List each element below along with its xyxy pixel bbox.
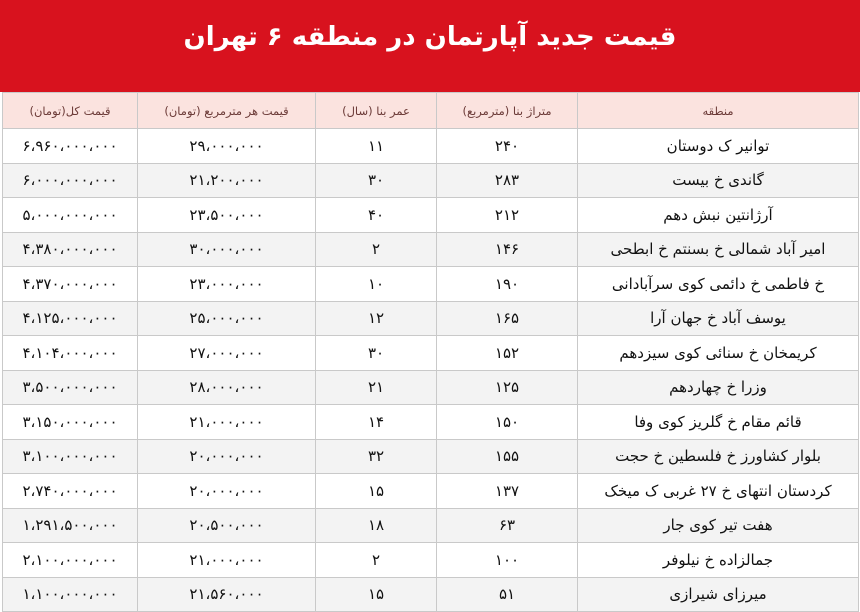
cell-total-price: ۶،۹۶۰،۰۰۰،۰۰۰ <box>3 129 138 164</box>
cell-total-price: ۴،۳۸۰،۰۰۰،۰۰۰ <box>3 232 138 267</box>
page-title: قیمت جدید آپارتمان در منطقه ۶ تهران <box>183 22 677 52</box>
table-row <box>3 267 859 302</box>
table-row <box>3 129 859 164</box>
cell-region: هفت تیر کوی جار <box>578 508 859 543</box>
cell-age: ۱۰ <box>316 267 437 302</box>
cell-area: ۲۴۰ <box>437 129 578 164</box>
cell-region: کردستان انتهای خ ۲۷ غربی ک میخک <box>578 474 859 509</box>
cell-area: ۱۲۵ <box>437 370 578 405</box>
cell-price-per-meter: ۲۷،۰۰۰،۰۰۰ <box>138 336 316 371</box>
table-row <box>3 163 859 198</box>
cell-price-per-meter: ۳۰،۰۰۰،۰۰۰ <box>138 232 316 267</box>
cell-total-price: ۴،۱۲۵،۰۰۰،۰۰۰ <box>3 301 138 336</box>
table-row <box>3 198 859 233</box>
cell-price-per-meter: ۲۳،۵۰۰،۰۰۰ <box>138 198 316 233</box>
cell-region: خ فاطمی خ دائمی کوی سرآبادانی <box>578 267 859 302</box>
cell-age: ۱۱ <box>316 129 437 164</box>
cell-price-per-meter: ۲۳،۰۰۰،۰۰۰ <box>138 267 316 302</box>
cell-area: ۵۱ <box>437 577 578 612</box>
table-row <box>3 508 859 543</box>
header-price-per-meter: قیمت هر مترمربع (تومان) <box>138 93 316 129</box>
table-row <box>3 543 859 578</box>
cell-total-price: ۵،۰۰۰،۰۰۰،۰۰۰ <box>3 198 138 233</box>
cell-price-per-meter: ۲۰،۰۰۰،۰۰۰ <box>138 474 316 509</box>
cell-age: ۴۰ <box>316 198 437 233</box>
cell-age: ۱۵ <box>316 577 437 612</box>
cell-total-price: ۲،۱۰۰،۰۰۰،۰۰۰ <box>3 543 138 578</box>
cell-total-price: ۱،۲۹۱،۵۰۰،۰۰۰ <box>3 508 138 543</box>
cell-area: ۲۱۲ <box>437 198 578 233</box>
title-bar <box>0 0 860 92</box>
cell-price-per-meter: ۲۰،۵۰۰،۰۰۰ <box>138 508 316 543</box>
cell-region: یوسف آباد خ جهان آرا <box>578 301 859 336</box>
header-age: عمر بنا (سال) <box>316 93 437 129</box>
table-row <box>3 405 859 440</box>
cell-region: کریمخان خ سنائی کوی سیزدهم <box>578 336 859 371</box>
cell-total-price: ۴،۱۰۴،۰۰۰،۰۰۰ <box>3 336 138 371</box>
cell-age: ۲۱ <box>316 370 437 405</box>
cell-area: ۱۳۷ <box>437 474 578 509</box>
cell-age: ۳۲ <box>316 439 437 474</box>
cell-area: ۱۵۵ <box>437 439 578 474</box>
cell-total-price: ۶،۰۰۰،۰۰۰،۰۰۰ <box>3 163 138 198</box>
cell-area: ۲۸۳ <box>437 163 578 198</box>
table-row <box>3 474 859 509</box>
cell-region: بلوار کشاورز خ فلسطین خ حجت <box>578 439 859 474</box>
cell-price-per-meter: ۲۰،۰۰۰،۰۰۰ <box>138 439 316 474</box>
cell-area: ۱۹۰ <box>437 267 578 302</box>
table-row <box>3 439 859 474</box>
cell-price-per-meter: ۲۱،۵۶۰،۰۰۰ <box>138 577 316 612</box>
header-total-price: قیمت کل(تومان) <box>3 93 138 129</box>
cell-price-per-meter: ۲۹،۰۰۰،۰۰۰ <box>138 129 316 164</box>
cell-total-price: ۲،۷۴۰،۰۰۰،۰۰۰ <box>3 474 138 509</box>
cell-area: ۱۶۵ <box>437 301 578 336</box>
cell-area: ۱۴۶ <box>437 232 578 267</box>
table-row <box>3 301 859 336</box>
cell-price-per-meter: ۲۵،۰۰۰،۰۰۰ <box>138 301 316 336</box>
table-row <box>3 370 859 405</box>
cell-age: ۳۰ <box>316 163 437 198</box>
cell-age: ۲ <box>316 543 437 578</box>
cell-total-price: ۴،۳۷۰،۰۰۰،۰۰۰ <box>3 267 138 302</box>
table-row <box>3 232 859 267</box>
cell-age: ۱۵ <box>316 474 437 509</box>
cell-region: گاندی خ بیست <box>578 163 859 198</box>
table-row <box>3 336 859 371</box>
cell-region: میرزای شیرازی <box>578 577 859 612</box>
cell-age: ۲ <box>316 232 437 267</box>
cell-total-price: ۳،۵۰۰،۰۰۰،۰۰۰ <box>3 370 138 405</box>
cell-price-per-meter: ۲۱،۰۰۰،۰۰۰ <box>138 543 316 578</box>
table-row <box>3 577 859 612</box>
cell-age: ۱۸ <box>316 508 437 543</box>
cell-price-per-meter: ۲۱،۲۰۰،۰۰۰ <box>138 163 316 198</box>
cell-region: توانیر ک دوستان <box>578 129 859 164</box>
cell-total-price: ۳،۱۰۰،۰۰۰،۰۰۰ <box>3 439 138 474</box>
cell-area: ۱۵۲ <box>437 336 578 371</box>
cell-region: قائم مقام خ گلریز کوی وفا <box>578 405 859 440</box>
cell-price-per-meter: ۲۱،۰۰۰،۰۰۰ <box>138 405 316 440</box>
cell-total-price: ۱،۱۰۰،۰۰۰،۰۰۰ <box>3 577 138 612</box>
cell-area: ۱۵۰ <box>437 405 578 440</box>
cell-area: ۱۰۰ <box>437 543 578 578</box>
header-region: منطقه <box>578 93 859 129</box>
header-area: متراژ بنا (مترمربع) <box>437 93 578 129</box>
cell-total-price: ۳،۱۵۰،۰۰۰،۰۰۰ <box>3 405 138 440</box>
price-table <box>2 92 859 612</box>
cell-price-per-meter: ۲۸،۰۰۰،۰۰۰ <box>138 370 316 405</box>
cell-region: آرژانتین نبش دهم <box>578 198 859 233</box>
cell-region: وزرا خ چهاردهم <box>578 370 859 405</box>
cell-region: جمالزاده خ نیلوفر <box>578 543 859 578</box>
table-header-row <box>3 93 859 129</box>
cell-age: ۱۴ <box>316 405 437 440</box>
cell-area: ۶۳ <box>437 508 578 543</box>
cell-age: ۱۲ <box>316 301 437 336</box>
cell-age: ۳۰ <box>316 336 437 371</box>
cell-region: امیر آباد شمالی خ بسنتم خ ابطحی <box>578 232 859 267</box>
